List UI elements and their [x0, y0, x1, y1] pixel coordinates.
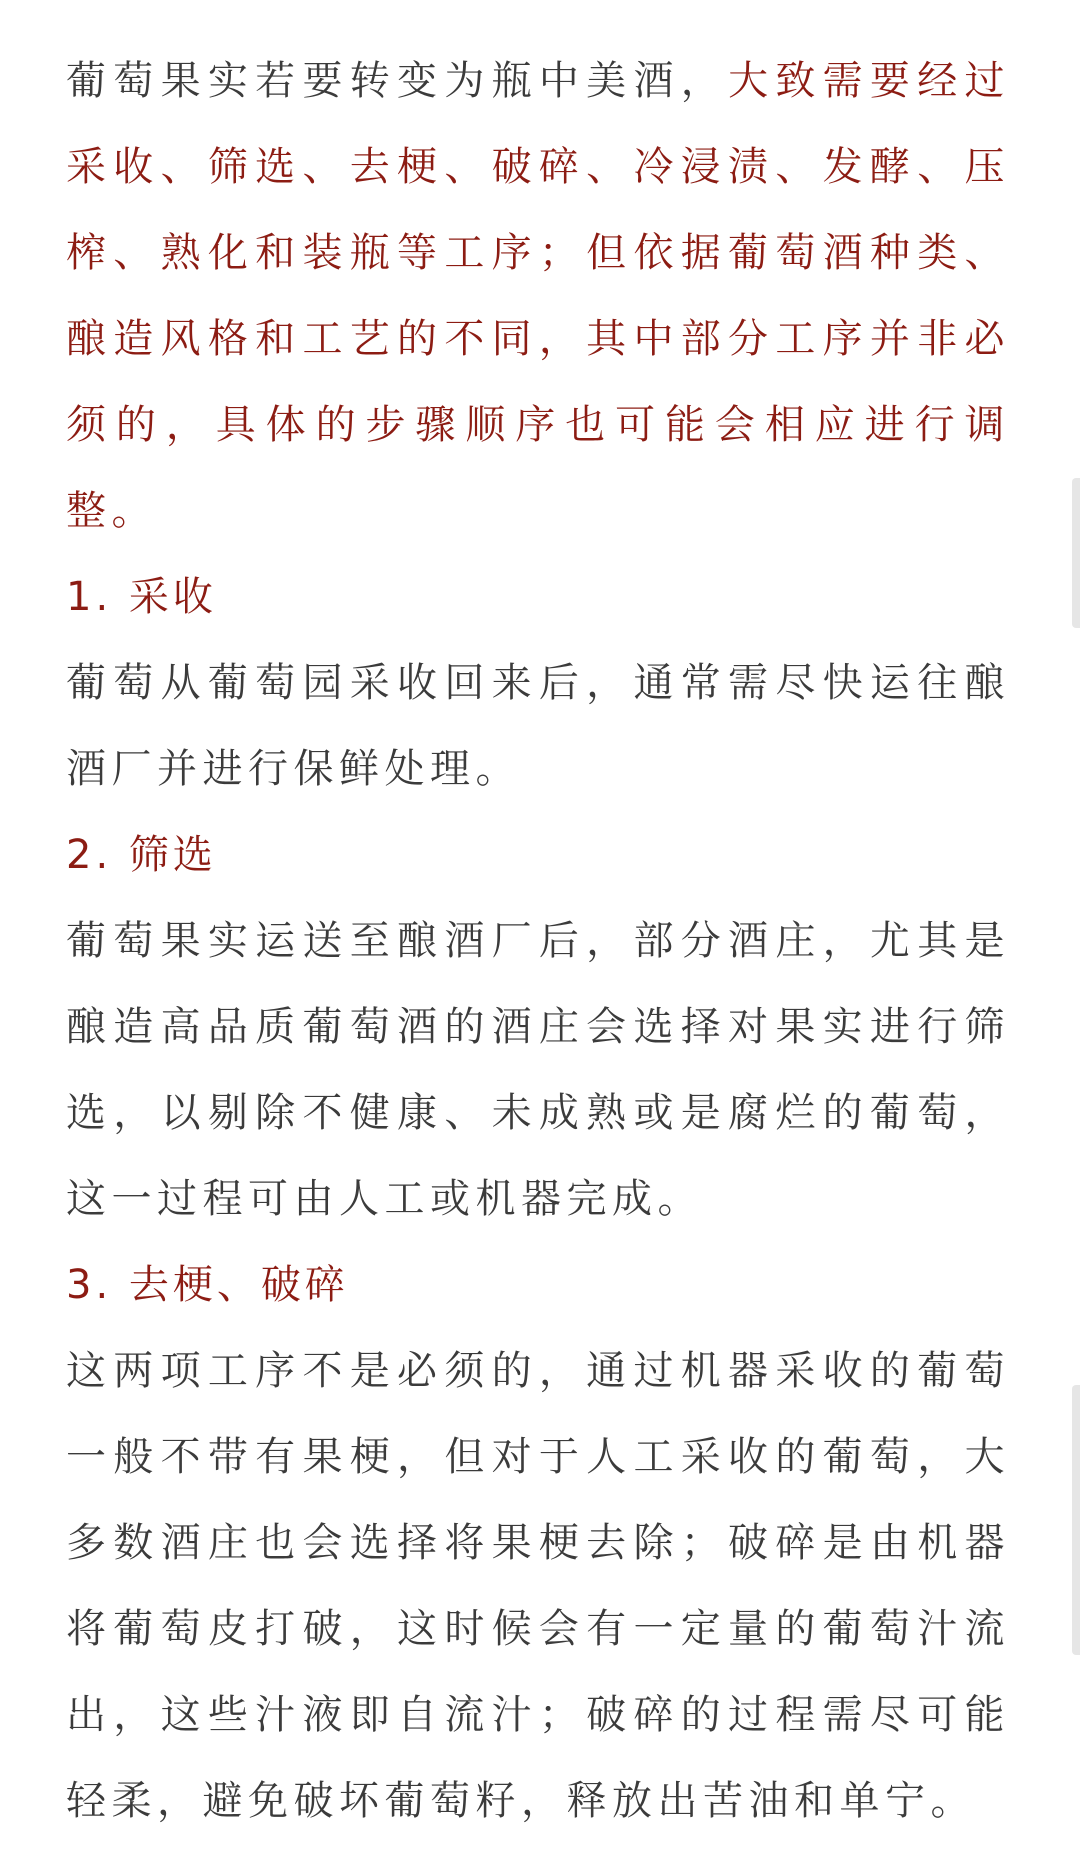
intro-paragraph — [66, 38, 1010, 554]
scroll-indicator-top — [1072, 478, 1080, 628]
section-heading-sorting: 2. 筛选 — [66, 832, 217, 878]
article-content — [66, 38, 1010, 1844]
intro-highlight-text: 大致需要经过采收、筛选、去梗、破碎、冷浸渍、发酵、压榨、熟化和装瓶等工序；但依据葡萄酒种类、酿造风格和工艺的不同，其中部分工序并非必须的，具体的步骤顺序也可能会相应进行调整。 — [66, 58, 1011, 534]
scroll-indicator-bottom — [1072, 1385, 1080, 1655]
section-body-harvest: 葡萄从葡萄园采收回来后，通常需尽快运往酿酒厂并进行保鲜处理。 — [66, 660, 1010, 792]
intro-plain-text: 葡萄果实若要转变为瓶中美酒， — [66, 58, 729, 104]
section-heading-destemming-crushing: 3. 去梗、破碎 — [66, 1262, 349, 1308]
section-body-destemming-crushing: 这两项工序不是必须的，通过机器采收的葡萄一般不带有果梗，但对于人工采收的葡萄，大多数酒庄也会选择将果梗去除；破碎是由机器将葡萄皮打破，这时候会有一定量的葡萄汁流出，这些汁液即自流汁；破碎的过程需尽可能轻柔，避免破坏葡萄籽，释放出苦油和单宁。 — [66, 1348, 1010, 1824]
section-body-sorting: 葡萄果实运送至酿酒厂后，部分酒庄，尤其是酿造高品质葡萄酒的酒庄会选择对果实进行筛选，以剔除不健康、未成熟或是腐烂的葡萄，这一过程可由人工或机器完成。 — [66, 918, 1010, 1222]
section-heading-harvest: 1. 采收 — [66, 574, 217, 620]
